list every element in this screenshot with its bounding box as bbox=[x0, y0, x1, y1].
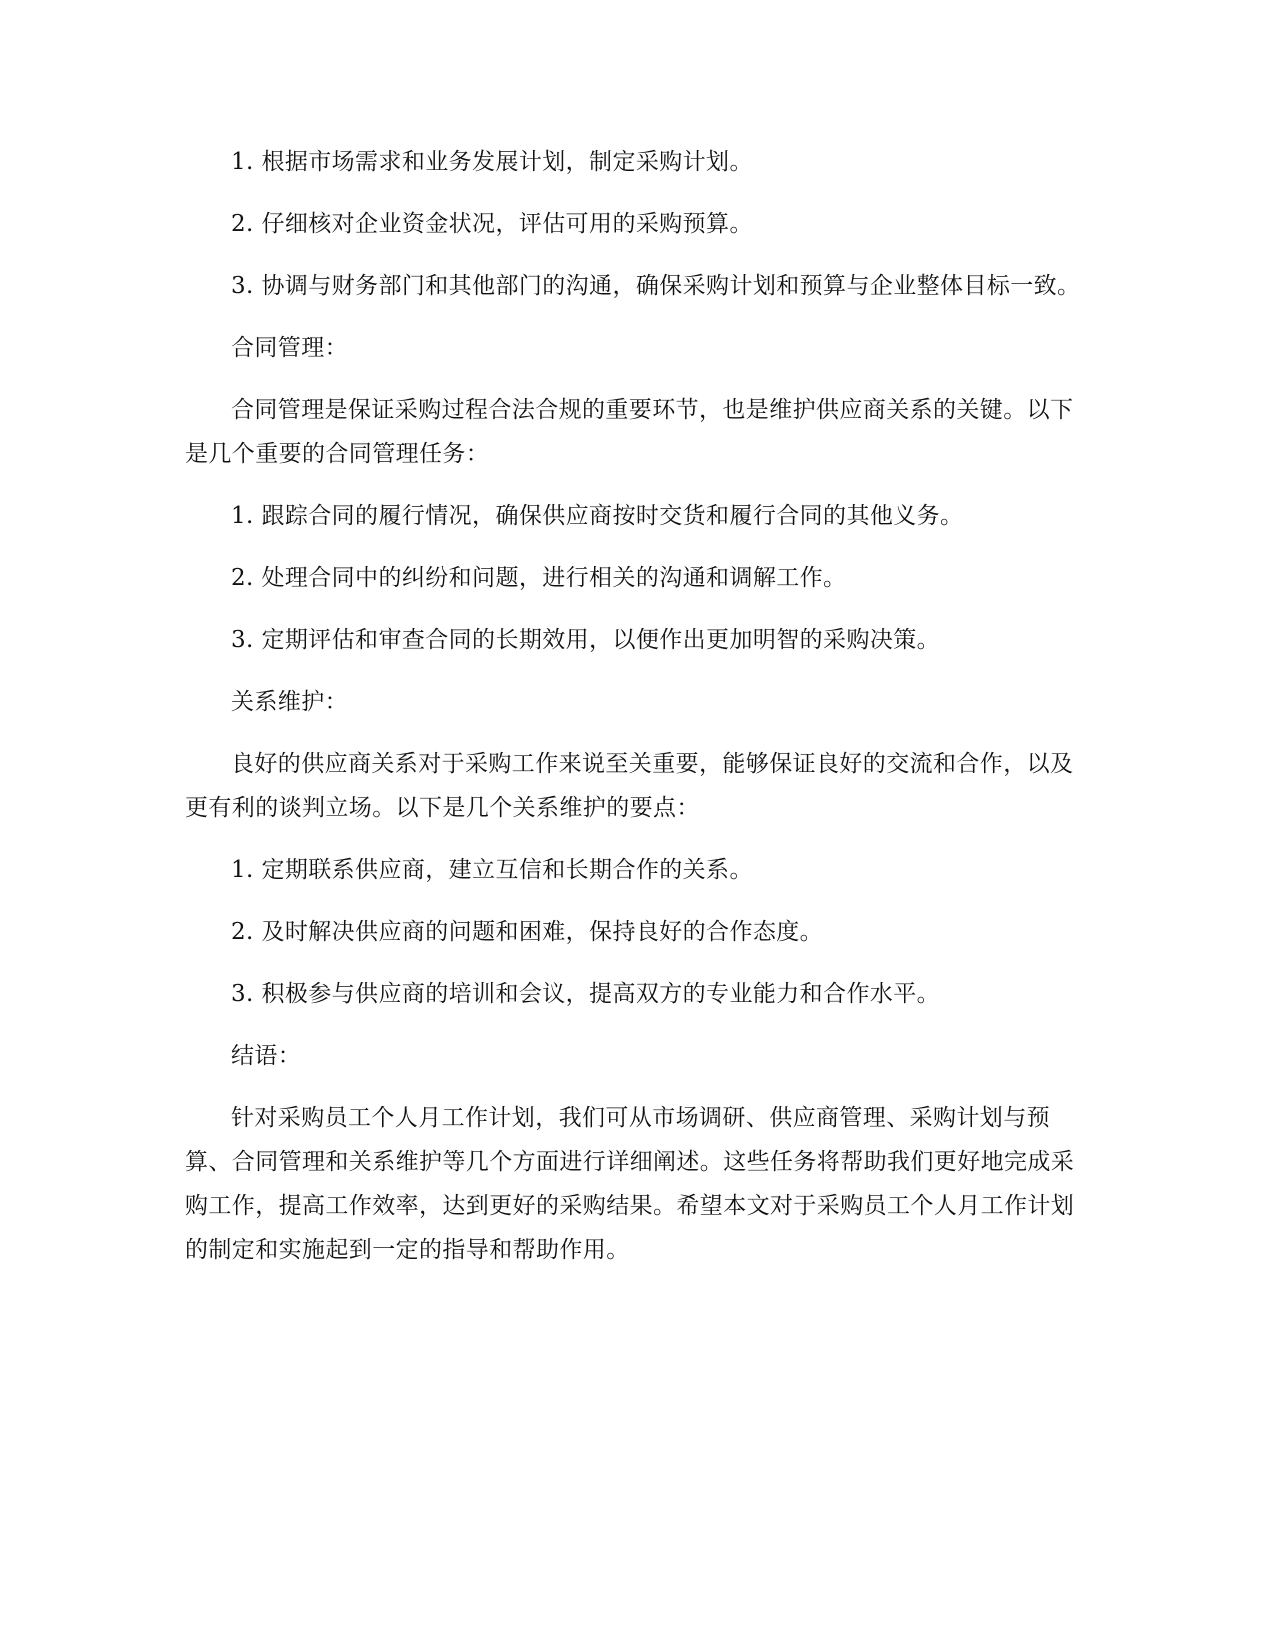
relationship-item-2: 2. 及时解决供应商的问题和困难，保持良好的合作态度。 bbox=[231, 919, 824, 945]
section-heading-relationship-maintenance: 关系维护： bbox=[231, 689, 348, 715]
relationship-intro: 良好的供应商关系对于采购工作来说至关重要，能够保证良好的交流和合作，以及更有利的谈判立场。以下是几个关系维护的要点： bbox=[185, 751, 1074, 821]
section-heading-contract-management: 合同管理： bbox=[231, 335, 348, 361]
document-body bbox=[185, 140, 1090, 1290]
relationship-item-1: 1. 定期联系供应商，建立互信和长期合作的关系。 bbox=[231, 857, 753, 883]
contract-item-2: 2. 处理合同中的纠纷和问题，进行相关的沟通和调解工作。 bbox=[231, 565, 847, 591]
contract-management-intro: 合同管理是保证采购过程合法合规的重要环节，也是维护供应商关系的关键。以下是几个重要的合同管理任务： bbox=[185, 397, 1074, 467]
budget-item-3: 3. 协调与财务部门和其他部门的沟通，确保采购计划和预算与企业整体目标一致。 bbox=[231, 273, 1081, 299]
contract-item-1: 1. 跟踪合同的履行情况，确保供应商按时交货和履行合同的其他义务。 bbox=[231, 503, 964, 529]
relationship-item-3: 3. 积极参与供应商的培训和会议，提高双方的专业能力和合作水平。 bbox=[231, 981, 941, 1007]
section-heading-conclusion: 结语： bbox=[231, 1043, 302, 1069]
contract-item-3: 3. 定期评估和审查合同的长期效用，以便作出更加明智的采购决策。 bbox=[231, 627, 941, 653]
budget-item-1: 1. 根据市场需求和业务发展计划，制定采购计划。 bbox=[231, 149, 753, 175]
budget-item-2: 2. 仔细核对企业资金状况，评估可用的采购预算。 bbox=[231, 211, 753, 237]
conclusion-paragraph: 针对采购员工个人月工作计划，我们可从市场调研、供应商管理、采购计划与预算、合同管理和关系维护等几个方面进行详细阐述。这些任务将帮助我们更好地完成采购工作，提高工作效率，达到更好的采购结果。希望本文对于采购员工个人月工作计划的制定和实施起到一定的指导和帮助作用。 bbox=[185, 1105, 1075, 1263]
